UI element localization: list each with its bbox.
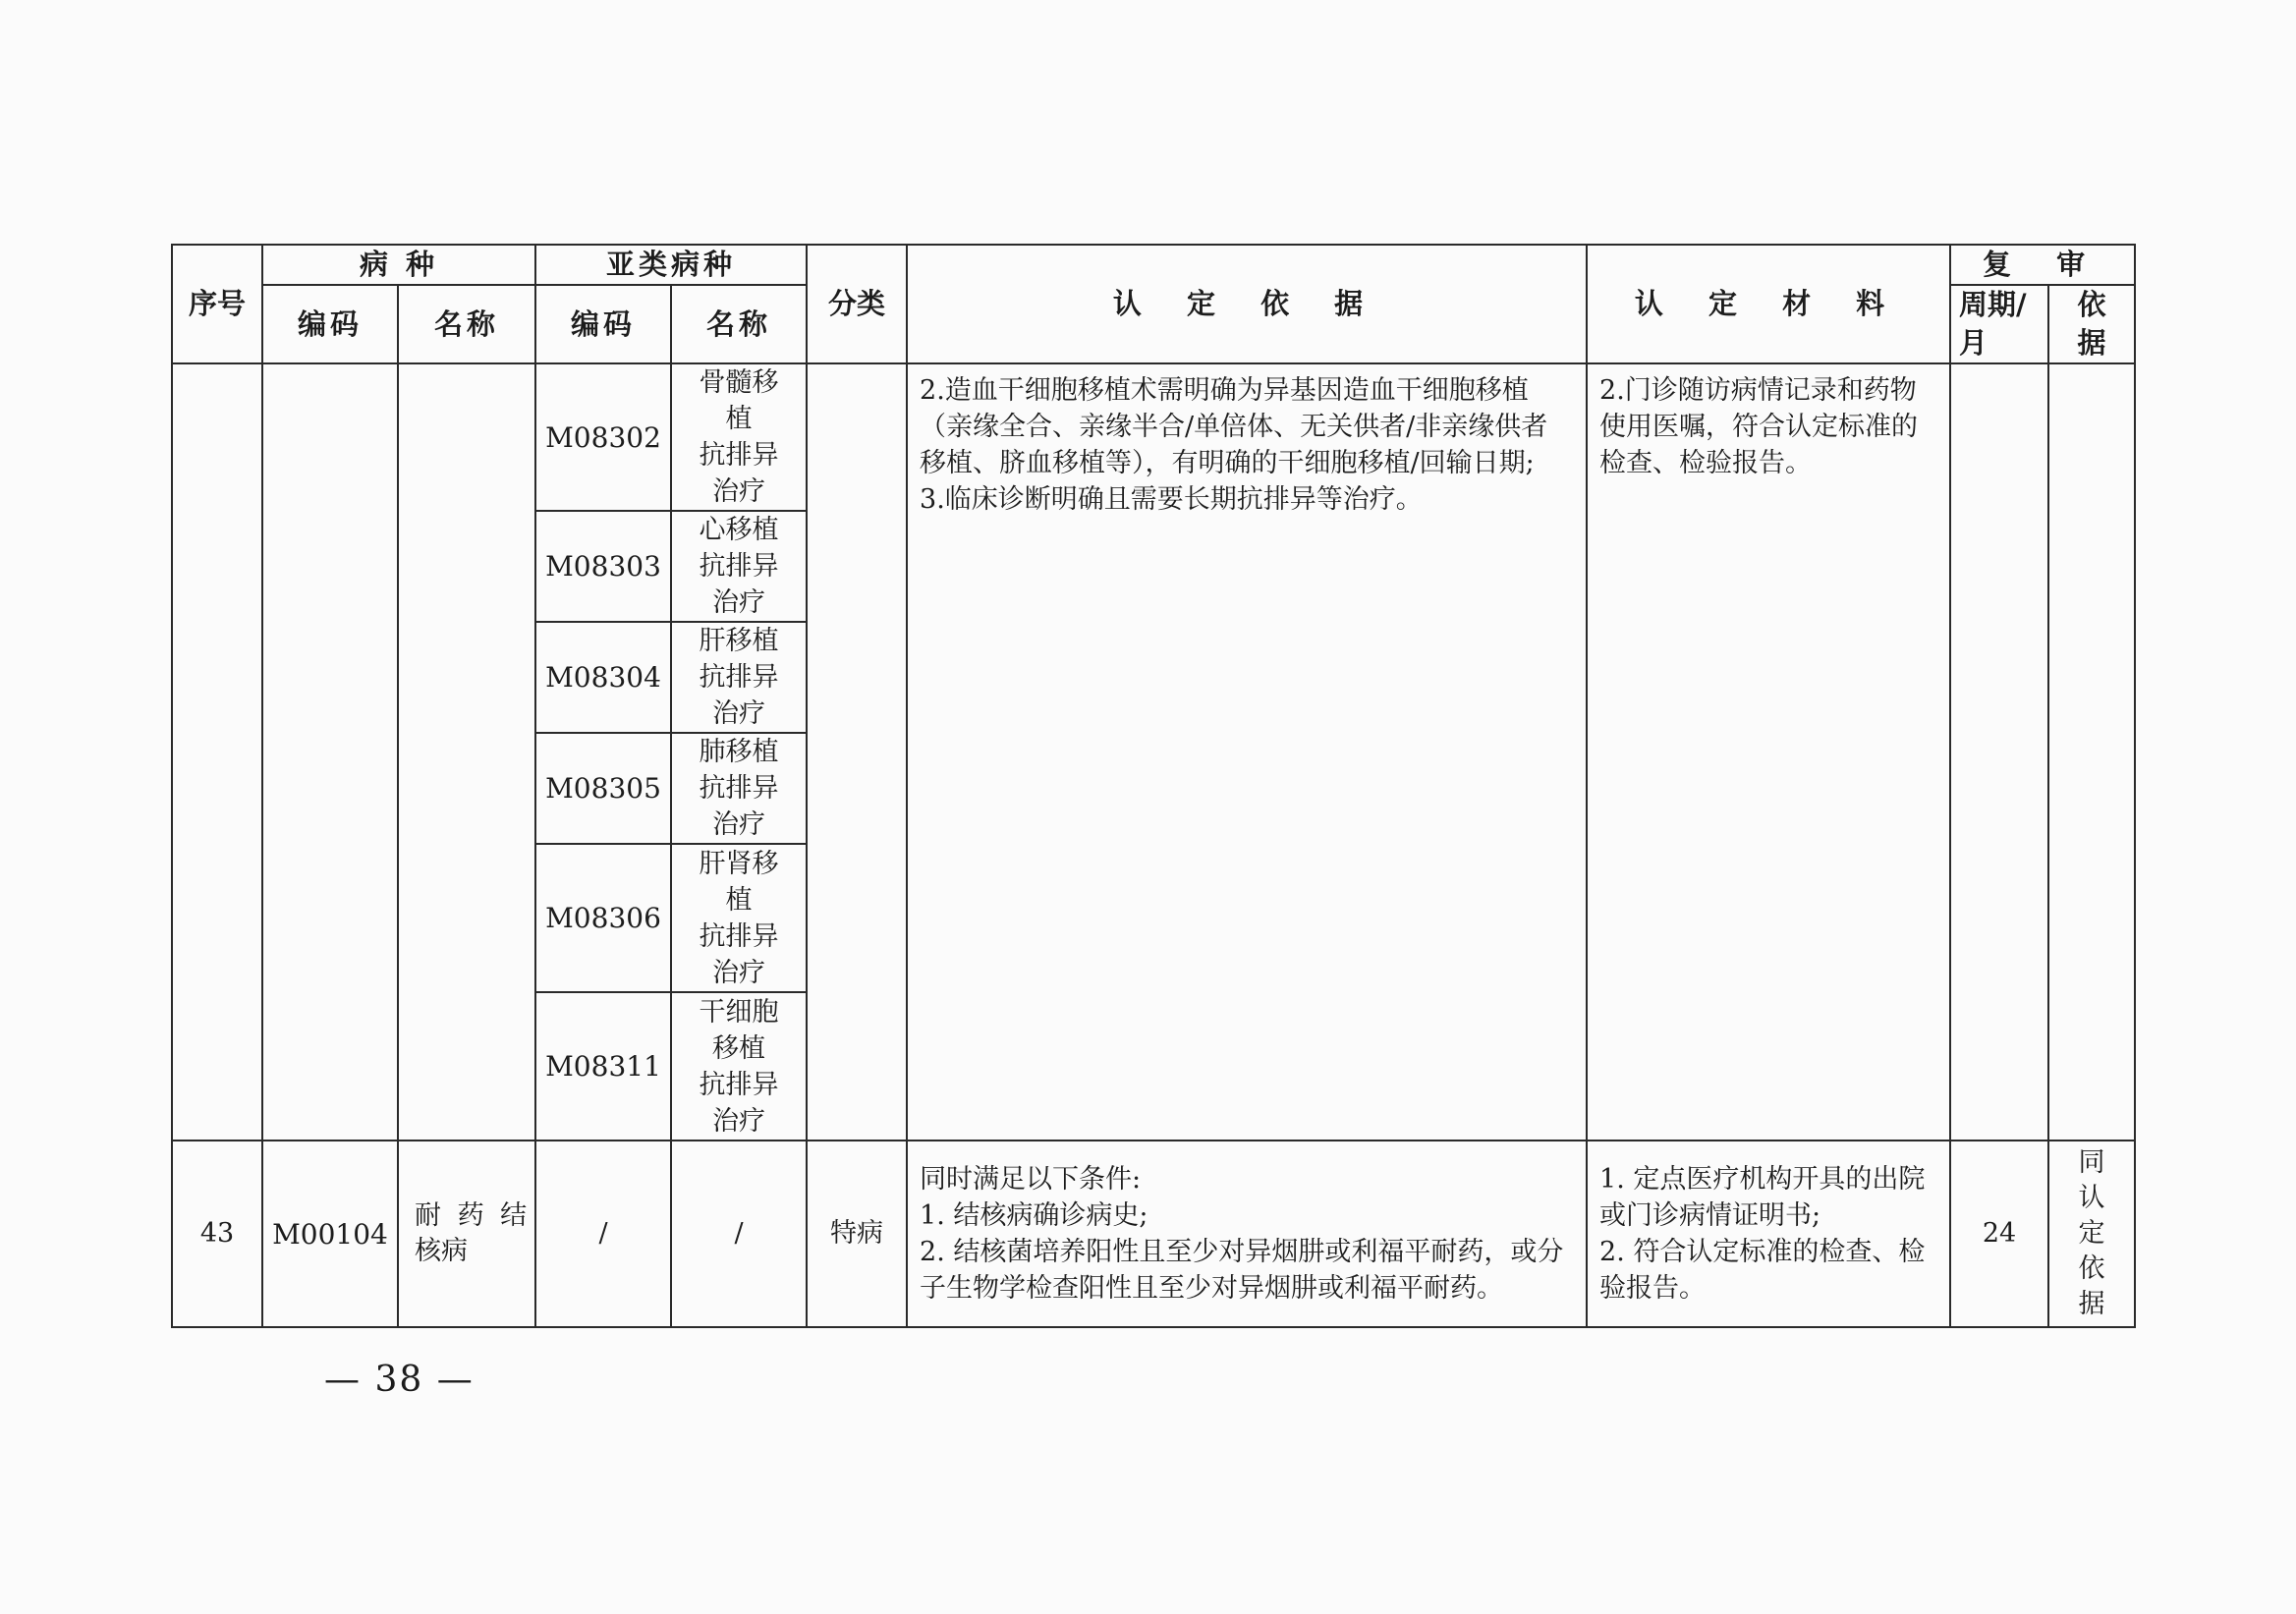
row43-subtype-name: / xyxy=(671,1141,807,1327)
row43-name: 耐 药 结 核病 xyxy=(398,1141,535,1327)
header-seq: 序号 xyxy=(172,245,262,363)
disease-criteria-table xyxy=(171,244,2136,1328)
header-review-cycle-line: 月 xyxy=(1959,326,1988,361)
subtype-code: M08303 xyxy=(535,511,671,622)
header-disease-code: 编码 xyxy=(262,285,398,363)
cell-code-empty xyxy=(262,363,398,1141)
subtype-code: M08311 xyxy=(535,992,671,1141)
cell-category-empty xyxy=(807,363,907,1141)
header-disease-name: 名称 xyxy=(398,285,535,363)
materials-line: 2. 符合认定标准的检查、检验报告。 xyxy=(1599,1237,1926,1305)
row43-category: 特病 xyxy=(807,1141,907,1327)
cell-review-basis-empty xyxy=(2048,363,2135,1141)
cell-seq-empty xyxy=(172,363,262,1141)
basis-text xyxy=(907,363,1587,1141)
basis-line: 3.临床诊断明确且需要长期抗排异等治疗。 xyxy=(920,484,1423,516)
row43-code: M00104 xyxy=(262,1141,398,1327)
table-row xyxy=(172,1141,2135,1327)
basis-line: 2. 结核菌培养阳性且至少对异烟肼或利福平耐药，或分子生物学检查阳性且至少对异烟肼或利福平耐药。 xyxy=(920,1237,1564,1305)
subtype-name: 干细胞 移植 抗排异 治疗 xyxy=(671,992,807,1141)
row43-cycle: 24 xyxy=(1950,1141,2048,1327)
header-disease: 病 种 xyxy=(262,245,535,285)
row43-subtype-code: / xyxy=(535,1141,671,1327)
header-review-basis-line: 据 xyxy=(2077,326,2106,361)
row43-review-basis: 同 认 定 依 据 xyxy=(2048,1141,2135,1327)
subtype-name: 肺移植 抗排异 治疗 xyxy=(671,733,807,844)
row43-basis-text xyxy=(907,1141,1587,1327)
subtype-code: M08302 xyxy=(535,363,671,511)
header-review-basis-line: 依 xyxy=(2077,288,2106,322)
header-subtype: 亚类病种 xyxy=(535,245,807,285)
header-review-basis xyxy=(2048,285,2135,363)
subtype-code: M08305 xyxy=(535,733,671,844)
header-subtype-name: 名称 xyxy=(671,285,807,363)
cell-name-empty xyxy=(398,363,535,1141)
header-materials: 认 定 材 料 xyxy=(1587,245,1950,363)
header-review-cycle xyxy=(1950,285,2048,363)
subtype-code: M08304 xyxy=(535,622,671,733)
header-review-cycle-line: 周期/ xyxy=(1959,288,2027,322)
page-number: — 38 — xyxy=(324,1360,475,1400)
subtype-name: 肝移植 抗排异 治疗 xyxy=(671,622,807,733)
row43-materials-text xyxy=(1587,1141,1950,1327)
row43-seq: 43 xyxy=(172,1141,262,1327)
header-subtype-code: 编码 xyxy=(535,285,671,363)
header-category: 分类 xyxy=(807,245,907,363)
materials-line: 2.门诊随访病情记录和药物使用医嘱，符合认定标准的检查、检验报告。 xyxy=(1599,375,1919,479)
basis-line: 2.造血干细胞移植术需明确为异基因造血干细胞移植（亲缘全合、亲缘半合/单倍体、无关供者/非亲缘供者移植、脐血移植等），有明确的干细胞移植/回输日期; xyxy=(920,375,1548,479)
header-review: 复 审 xyxy=(1950,245,2135,285)
subtype-name: 肝肾移 植 抗排异 治疗 xyxy=(671,844,807,992)
materials-text xyxy=(1587,363,1950,1141)
cell-cycle-empty xyxy=(1950,363,2048,1141)
basis-line: 同时满足以下条件: xyxy=(920,1164,1142,1196)
basis-line: 1. 结核病确诊病史; xyxy=(920,1200,1148,1232)
subtype-code: M08306 xyxy=(535,844,671,992)
subtype-name: 心移植 抗排异 治疗 xyxy=(671,511,807,622)
materials-line: 1. 定点医疗机构开具的出院或门诊病情证明书; xyxy=(1599,1164,1926,1232)
subtype-name: 骨髓移 植 抗排异 治疗 xyxy=(671,363,807,511)
header-basis: 认 定 依 据 xyxy=(907,245,1587,363)
